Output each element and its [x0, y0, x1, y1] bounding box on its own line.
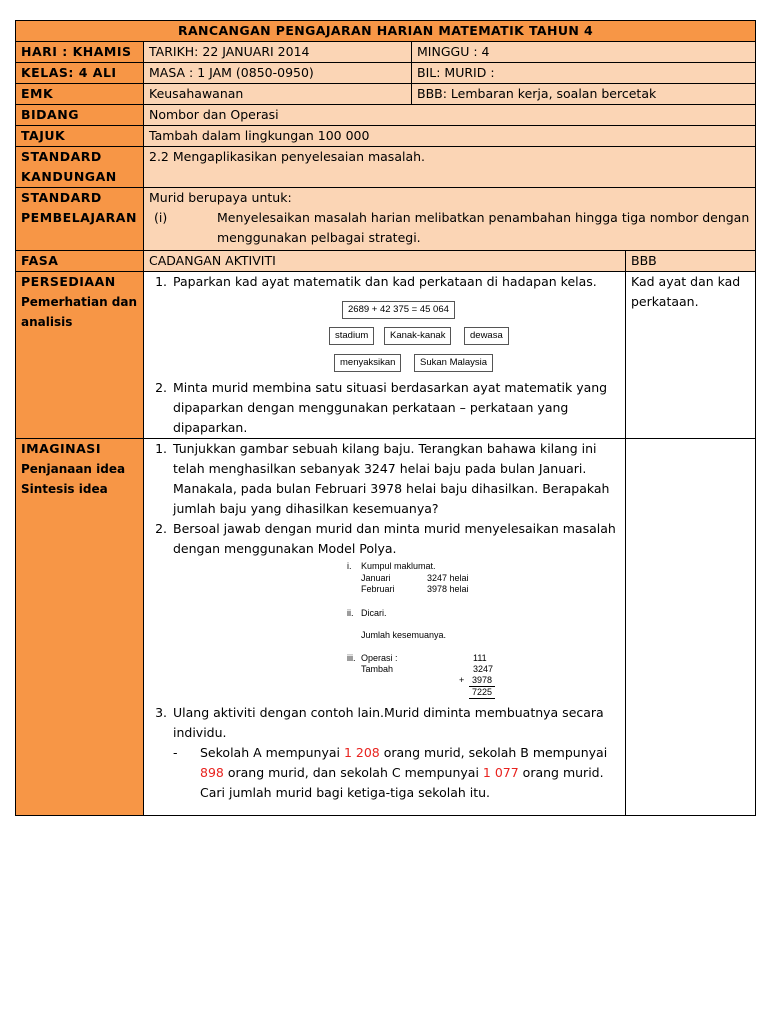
imaginasi-bbb: [626, 439, 756, 816]
standard-kandungan-value: 2.2 Mengaplikasikan penyelesaian masalah.: [144, 147, 756, 188]
word-card: dewasa: [464, 327, 509, 345]
persediaan-sub: Pemerhatian dan analisis: [21, 295, 138, 329]
minggu-cell: MINGGU : 4: [412, 42, 756, 63]
imaginasi-step-2-text: Bersoal jawab dengan murid dan minta murid menyelesaikan masalah dengan menggunakan Model Polya.: [173, 521, 616, 556]
lesson-plan-table: [15, 20, 756, 816]
persediaan-fasa: [16, 272, 144, 439]
persediaan-steps: [149, 272, 620, 438]
polya-step-text: Kumpul maklumat.: [361, 561, 436, 571]
plan-title: RANCANGAN PENGAJARAN HARIAN MATEMATIK TAHUN 4: [16, 21, 756, 42]
standard-kandungan-label: STANDARD KANDUNGAN: [16, 147, 144, 188]
imaginasi-label: IMAGINASI: [21, 441, 101, 456]
bbb-header: BBB: [626, 251, 756, 272]
bidang-label: BIDANG: [16, 105, 144, 126]
example-text: [200, 743, 620, 803]
emk-label: EMK: [16, 84, 144, 105]
word-cards-figure: [326, 294, 514, 376]
example-text-part: orang murid, dan sekolah C mempunyai: [223, 765, 483, 780]
example-dash: -: [173, 745, 178, 760]
lesson-plan-page: [15, 20, 755, 816]
word-card: stadium: [329, 327, 374, 345]
imaginasi-sub-1: Penjanaan idea: [21, 462, 126, 476]
imaginasi-sub-2: Sintesis idea: [21, 482, 108, 496]
polya-label: Februari: [361, 584, 395, 594]
persediaan-bbb: Kad ayat dan kad perkataan.: [626, 272, 756, 439]
imaginasi-aktiviti: [144, 439, 626, 816]
polya-label: Januari: [361, 573, 391, 583]
polya-label: Tambah: [361, 664, 394, 674]
example-text-part: orang murid. Cari jumlah murid bagi ketiga-tiga sekolah itu.: [200, 765, 604, 800]
bil-murid-cell: BIL: MURID :: [412, 63, 756, 84]
bidang-value: Nombor dan Operasi: [144, 105, 756, 126]
example-number-b: 898: [200, 765, 224, 780]
kelas-label: KELAS: 4 ALI: [16, 63, 144, 84]
polya-step-text: Jumlah kesemuanya.: [361, 630, 447, 640]
sp-item: [149, 208, 750, 248]
sp-item-number: (i): [154, 210, 168, 225]
polya-addend: 3247: [473, 664, 494, 674]
persediaan-step-1: [171, 272, 620, 376]
tajuk-value: Tambah dalam lingkungan 100 000: [144, 126, 756, 147]
imaginasi-step-3: [171, 703, 620, 803]
example-number-a: 1 208: [343, 745, 380, 760]
imaginasi-fasa: [16, 439, 144, 816]
imaginasi-step-1: 1. Tunjukkan gambar sebuah kilang baju. Terangkan bahawa kilang ini telah menghasilkan sebanyak 3247 helai baju pada bulan Januari. Manakala, pada bulan Februari 3978 helai baju dihasilkan. Berapakah jumlah baju yang dihasilkan kesemuanya?: [171, 439, 620, 519]
polya-step-text: Dicari.: [361, 608, 387, 618]
polya-step-number: i.: [347, 561, 352, 571]
polya-value: 3247 helai: [427, 573, 469, 583]
example-number-c: 1 077: [482, 765, 519, 780]
tarikh-cell: TARIKH: 22 JANUARI 2014: [144, 42, 412, 63]
polya-step-number: ii.: [347, 608, 354, 618]
imaginasi-steps: [149, 439, 620, 803]
example-text-part: Sekolah A mempunyai: [200, 745, 344, 760]
word-card: Sukan Malaysia: [414, 354, 493, 372]
polya-carry: 111: [473, 653, 487, 663]
polya-value: 3978 helai: [427, 584, 469, 594]
polya-model-figure: [341, 561, 507, 701]
word-card: menyaksikan: [334, 354, 401, 372]
word-card: Kanak-kanak: [384, 327, 451, 345]
sp-intro: Murid berupaya untuk:: [149, 190, 292, 205]
persediaan-label: PERSEDIAAN: [21, 274, 116, 289]
example-text-part: orang murid, sekolah B mempunyai: [379, 745, 608, 760]
polya-step-number: iii.: [347, 653, 356, 663]
standard-pembelajaran-label: STANDARD PEMBELAJARAN: [16, 188, 144, 251]
imaginasi-step-3-text: Ulang aktiviti dengan contoh lain.Murid diminta membuatnya secara individu.: [173, 705, 604, 740]
standard-pembelajaran-value: [144, 188, 756, 251]
bbb-info-cell: BBB: Lembaran kerja, soalan bercetak: [412, 84, 756, 105]
hari-label: HARI : KHAMIS: [16, 42, 144, 63]
polya-plus-sign: +: [459, 675, 465, 685]
persediaan-step-1-text: Paparkan kad ayat matematik dan kad perkataan di hadapan kelas.: [173, 274, 597, 289]
persediaan-step-2: 2. Minta murid membina satu situasi berdasarkan ayat matematik yang dipaparkan dengan menggunakan perkataan – perkataan yang dipaparkan.: [171, 378, 620, 438]
persediaan-aktiviti: [144, 272, 626, 439]
sp-item-text: Menyelesaikan masalah harian melibatkan penambahan hingga tiga nombor dengan menggunakan pelbagai strategi.: [217, 210, 750, 245]
polya-step-text: Operasi :: [361, 653, 398, 663]
emk-value: Keusahawanan: [144, 84, 412, 105]
masa-cell: MASA : 1 JAM (0850-0950): [144, 63, 412, 84]
polya-addend: 3978: [469, 675, 495, 687]
example-item: [173, 743, 620, 803]
fasa-header: FASA: [16, 251, 144, 272]
polya-result: 7225: [469, 687, 495, 699]
imaginasi-step-2: [171, 519, 620, 701]
equation-card: 2689 + 42 375 = 45 064: [342, 301, 455, 319]
tajuk-label: TAJUK: [16, 126, 144, 147]
aktiviti-header: CADANGAN AKTIVITI: [144, 251, 626, 272]
